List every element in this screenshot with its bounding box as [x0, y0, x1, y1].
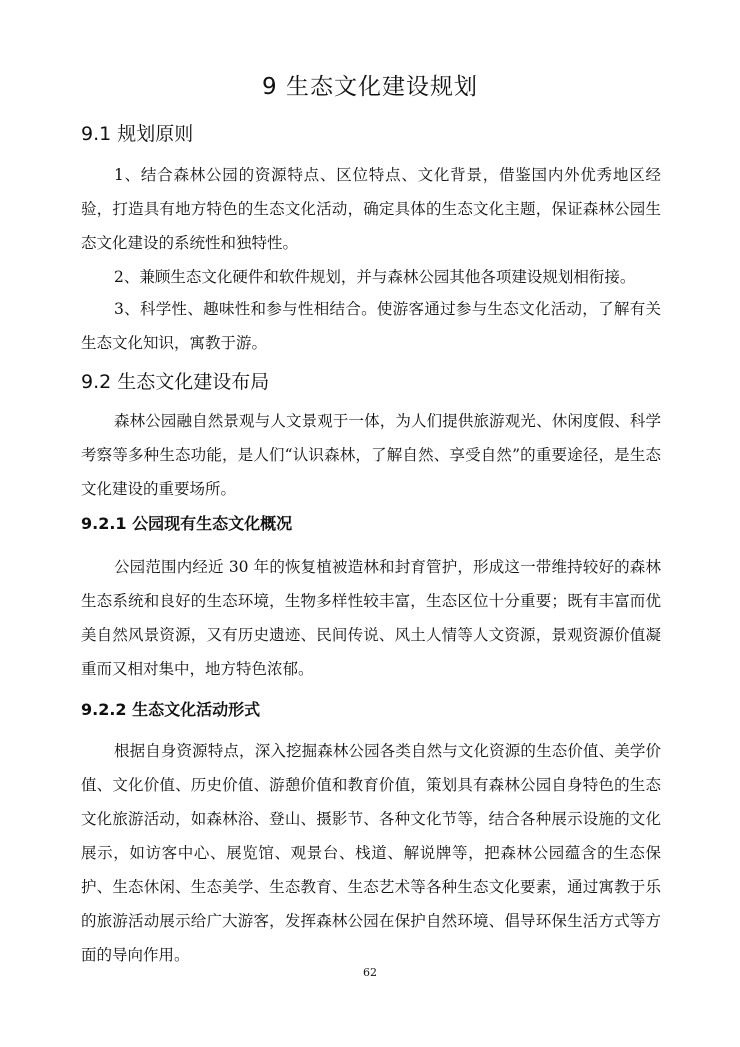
section-heading-9-2-1: 9.2.1 公园现有生态文化概况 — [81, 514, 293, 533]
chapter-title: 9 生态文化建设规划 — [262, 74, 478, 100]
section-heading-9-2: 9.2 生态文化建设布局 — [81, 371, 270, 393]
paragraph-9-2: 森林公园融自然景观与人文景观于一体，为人们提供旅游观光、休闲度假、科学考察等多种生态功能，是人们“认识森林，了解自然、享受自然”的重要途径，是生态文化建设的重要场所。 — [81, 412, 661, 498]
paragraph-9-2-2: 根据自身资源特点，深入挖掘森林公园各类自然与文化资源的生态价值、美学价值、文化价值、历史价值、游憩价值和教育价值，策划具有森林公园自身特色的生态文化旅游活动，如森林浴、登山、摄影节、各种文化节等，结合各种展示设施的文化展示，如访客中心、展览馆、观景台、栈道、解说牌等，把森林公园蕴含的生态保护、生态休闲、生态美学、生态教育、生态艺术等各种生态文化要素，通过寓教于乐的旅游活动展示给广大游客，发挥森林公园在保护自然环境、倡导环保生活方式等方面的导向作用。 — [81, 742, 661, 964]
paragraph-9-1-item-1: 1、结合森林公园的资源特点、区位特点、文化背景，借鉴国内外优秀地区经验，打造具有地方特色的生态文化活动，确定具体的生态文化主题，保证森林公园生态文化建设的系统性和独特性。 — [81, 166, 661, 252]
section-heading-9-1: 9.1 规划原则 — [81, 123, 194, 145]
section-heading-9-2-2: 9.2.2 生态文化活动形式 — [81, 700, 261, 719]
page-number: 62 — [363, 966, 377, 979]
paragraph-9-1-item-2: 2、兼顾生态文化硬件和软件规划，并与森林公园其他各项建设规划相衔接。 — [114, 268, 636, 286]
paragraph-9-2-1: 公园范围内经近 30 年的恢复植被造林和封育管护，形成这一带维持较好的森林生态系统和良好的生态环境，生物多样性较丰富，生态区位十分重要；既有丰富而优美自然风景资源，又有历史遗迹、民间传说、风土人情等人文资源，景观资源价值凝重而又相对集中，地方特色浓郁。 — [81, 558, 661, 678]
paragraph-9-1-item-3: 3、科学性、趣味性和参与性相结合。使游客通过参与生态文化活动，了解有关生态文化知识，寓教于游。 — [81, 300, 661, 352]
